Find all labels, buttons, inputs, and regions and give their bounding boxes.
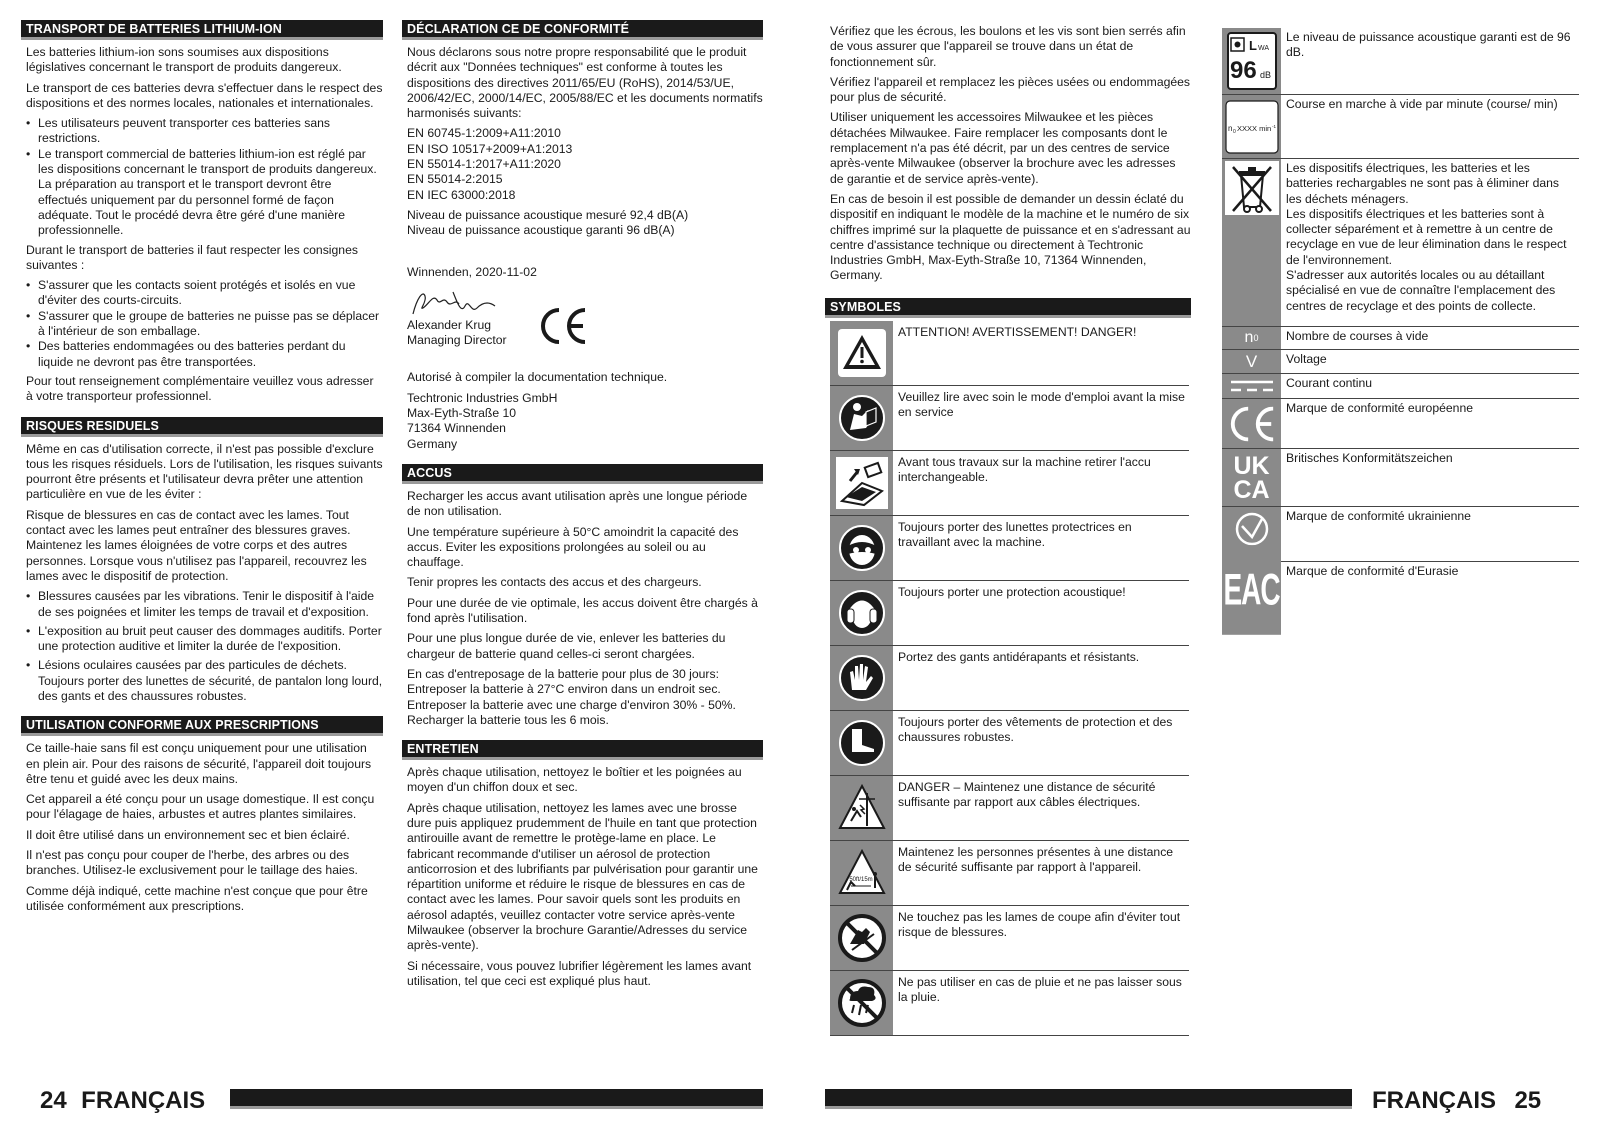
symbol-row [1222, 28, 1579, 95]
n0-icon-label: n [1244, 329, 1254, 346]
right-column-2 [1222, 28, 1579, 618]
paragraph: Pour tout renseignement complémentaire veuillez vous adresser à votre transporteur professionnel. [26, 373, 374, 404]
symbol-row [830, 776, 1189, 841]
goggles-icon [830, 516, 893, 580]
db-unit: dB [1259, 70, 1271, 80]
section-heading-transport: TRANSPORT DE BATTERIES LITHIUM-ION [21, 20, 383, 40]
section-heading-utilisation: UTILISATION CONFORME AUX PRESCRIPTIONS [21, 716, 383, 736]
symbol-row [1222, 562, 1579, 618]
symbol-row [1222, 95, 1579, 159]
warning-icon [830, 321, 893, 385]
eac-icon [1222, 545, 1281, 635]
paragraph: Même en cas d'utilisation correcte, il n'est pas possible d'exclure tous les risques résiduels. Lors de l'utilisation, les risques suivants pourront être présents et l'utilisateur devra prêter une attention particulière en vue de les éviter : [26, 441, 383, 502]
paragraph: Vérifiez que les écrous, les boulons et les vis sont bien serrés afin de vous assurer que l'appareil se trouve dans un état de fonctionnement sûr. [830, 24, 1186, 69]
paragraph: Recharger les accus avant utilisation après une longue période de non utilisation. [407, 488, 748, 519]
symbol-description: Les dispositifs électriques, les batteries et les batteries rechargables ne sont pas à éliminer dans les déchets ménagers. Les dispositifs électriques et les batteries sont à collecter séparément et à remettre à un centre de recyclage en vue de leur élimination dans le respect de l'environnement. S'adresser aux autorités locales ou au détaillant spécialisé en vue de connaître l'emplacement des centres de recyclage et des points de collecte. [1286, 161, 1567, 313]
n0-icon-sub: 0 [1253, 333, 1259, 343]
symbol-description: Toujours porter des vêtements de protection et des chaussures robustes. [898, 714, 1173, 745]
section-heading-symboles: SYMBOLES [825, 298, 1191, 318]
symbol-row [1222, 449, 1579, 507]
no-touch-blade-icon [830, 906, 893, 970]
signature [407, 284, 507, 320]
left-column-2 [402, 20, 763, 994]
no-rain-icon [830, 971, 893, 1035]
symbol-description: Ne touchez pas les lames de coupe afin d'éviter tout risque de blessures. [898, 909, 1181, 940]
symbol-description: Marque de conformité ukrainienne [1286, 509, 1471, 523]
symbol-row [1222, 159, 1579, 327]
lwa-sub-label: WA [1257, 45, 1269, 52]
paragraph: Utiliser uniquement les accessoires Milwaukee et les pièces détachées Milwaukee. Faire remplacer les composants dont le remplacement n'a pas été décrit, par un des centres de service après-vente Milwaukee (observer la brochure avec les adresses de garantie et de service après-vente). [830, 110, 1176, 186]
symbol-row [830, 451, 1189, 516]
section-heading-declaration: DÉCLARATION CE DE CONFORMITÉ [402, 20, 763, 40]
symbol-row [830, 646, 1189, 711]
symbol-description: Courant continu [1286, 376, 1373, 390]
symbol-description: Nombre de courses à vide [1286, 329, 1429, 343]
paragraph: Risque de blessures en cas de contact avec les lames. Tout contact avec les lames peut entraîner des blessures graves. Maintenez les lames éloignées de votre corps et des autres personnes. Lorsque vous n'utilisez pas l'appareil, recouvrez les lames avec le dispositif de protection. [26, 507, 367, 583]
paragraph: Vérifiez l'appareil et remplacez les pièces usées ou endommagées pour plus de sécurité. [830, 74, 1191, 105]
paragraph: En cas de besoin il est possible de demander un dessin éclaté du dispositif en indiquant le modèle de la machine et le numéro de six chiffres imprimé sur la plaquette de puissance et en s'adressant au centre d'assistance technique ou directement à Techtronic Industries GmbH, Max-Eyth-Straße 10, 71364 Winnenden, Germany. [830, 191, 1191, 283]
eac-label: EAC [1223, 564, 1280, 614]
section-heading-accus: ACCUS [402, 464, 763, 484]
paragraph: Une température supérieure à 50°C amoindrit la capacité des accus. Eviter les expositions prolongées au soleil ou au chauffage. [407, 524, 739, 570]
symbol-description: Voltage [1286, 352, 1327, 366]
rate-exponent: -1 [1271, 123, 1276, 129]
list-item: • S'assurer que le groupe de batteries ne puisse pas se déplacer à l'intérieur de son emballage. [26, 309, 383, 340]
n0-label: n [1227, 123, 1232, 133]
page-language: FRANÇAIS [81, 1087, 206, 1114]
ukca-bottom: CA [1233, 475, 1270, 504]
footer-left [40, 1087, 205, 1114]
distance-label: 50ft/15m [848, 876, 873, 883]
direct-current-icon [1222, 374, 1281, 398]
symbol-row [1222, 399, 1579, 449]
symbol-row [830, 321, 1189, 386]
noise-levels: Niveau de puissance acoustique mesuré 92,4 dB(A) Niveau de puissance acoustique garanti 96 dB(A) [407, 207, 689, 238]
symbols-table-2 [1222, 28, 1579, 618]
list-item: • Les utilisateurs peuvent transporter ces batteries sans restrictions. [26, 116, 383, 147]
list-item: • L'exposition au bruit peut causer des dommages auditifs. Porter une protection auditive et limiter la durée de l'exposition. [26, 624, 383, 655]
paragraph: Il doit être utilisé dans un environnement sec et bien éclairé. [26, 827, 350, 842]
standards-list: EN 60745-1:2009+A11:2010 EN ISO 10517+2009+A1:2013 EN 55014-1:2017+A11:2020 EN 55014-2:2015 EN IEC 63000:2018 [407, 126, 573, 202]
symbol-row [1222, 374, 1579, 399]
company-address: Techtronic Industries GmbH Max-Eyth-Straße 10 71364 Winnenden Germany [407, 390, 558, 451]
sound-power-icon [1222, 28, 1281, 94]
symbol-row [830, 906, 1189, 971]
footer-bar-right [825, 1089, 1352, 1109]
paragraph: Tenir propres les contacts des accus et des chargeurs. [407, 575, 702, 590]
symbol-row [1222, 327, 1579, 350]
ear-protection-icon [830, 581, 893, 645]
symbol-description: Britisches Konformitätszeichen [1286, 451, 1453, 465]
paragraph: Si nécessaire, vous pouvez lubrifier légèrement les lames avant utilisation, tel que ceci est expliqué plus haut. [407, 958, 752, 988]
stroke-rate-icon [1222, 95, 1281, 158]
page-number: 24 [40, 1087, 67, 1114]
power-line-icon [830, 776, 893, 840]
section-heading-risques: RISQUES RESIDUELS [21, 417, 383, 437]
right-column-1 [825, 24, 1191, 1036]
section-heading-entretien: ENTRETIEN [402, 740, 763, 760]
voltage-icon-label: V [1245, 351, 1258, 371]
signer-name: Alexander Krug Managing Director [407, 317, 507, 348]
page-language: FRANÇAIS [1372, 1087, 1496, 1114]
list-item: • Blessures causées par les vibrations. Tenir le dispositif à l'aide de ses poignées et limiter les temps de travail et d'exposition. [26, 589, 383, 620]
list-item: • Des batteries endommagées ou des batteries perdant du liquide ne devront pas être transportées. [26, 339, 383, 370]
authorized-text: Autorisé à compiler la documentation technique. [407, 370, 668, 385]
symbol-row [830, 581, 1189, 646]
list-item: • Lésions oculaires causées par des particules de déchets. Toujours porter des lunettes de sécurité, de pantalon long lourd, des gants et des chaussures robustes. [26, 658, 383, 704]
symbols-table [830, 321, 1189, 1036]
symbol-description: Portez des gants antidérapants et résistants. [898, 649, 1140, 664]
read-manual-icon [830, 386, 893, 450]
symbol-description: DANGER – Maintenez une distance de sécurité suffisante par rapport aux câbles électriques. [898, 779, 1156, 810]
paragraph: En cas d'entreposage de la batterie pour plus de 30 jours: Entreposer la batterie à 27°C environ dans un endroit sec. Entreposer la batterie avec une charge d'environ 30% - 50%. Recharger la batterie tous les 6 mois. [407, 666, 736, 727]
symbol-description: Course en marche à vide par minute (course/ min) [1286, 97, 1558, 111]
n0-sub: 0 [1232, 128, 1236, 135]
weee-bin-icon [1222, 159, 1281, 326]
symbol-row [1222, 350, 1579, 374]
paragraph: Après chaque utilisation, nettoyez les lames avec une brosse dure puis appliquez prudemment de l'huile en tant que protection antirouille avant de remettre le protège-lame en place. Le fabricant recommande d'utiliser un aérosol de protection anticorrosion et des lubrifiants par pulvérisation pour garantir une répartition uniforme et réduire le risque de blessures en cas de contact avec les lames. Pour savoir quels sont les produits en aérosol adaptés, veuillez contacter votre service après-vente Milwaukee (observer la brochure Garantie/Adresses du service après-vente). [407, 800, 758, 953]
symbol-description: Maintenez les personnes présentes à une distance de sécurité suffisante par rapport à l'appareil. [898, 844, 1174, 875]
paragraph: Comme déjà indiqué, cette machine n'est conçue que pour être utilisée conformément aux prescriptions. [26, 883, 368, 913]
paragraph: Il n'est pas conçu pour couper de l'herbe, des arbres ou des branches. Utilisez-le exclusivement pour le taillage des haies. [26, 848, 358, 878]
paragraph: Pour une durée de vie optimale, les accus doivent être chargés à fond après l'utilisation. [407, 595, 758, 626]
page-number: 25 [1514, 1087, 1542, 1114]
ukca-top: UK [1233, 451, 1270, 480]
ce-logo-icon [537, 306, 589, 346]
symbol-row [830, 386, 1189, 451]
symbol-row [830, 516, 1189, 581]
symbol-description: Toujours porter une protection acoustique! [898, 584, 1126, 599]
footer-right [1372, 1087, 1541, 1114]
rate-label: XXXX min [1236, 123, 1271, 133]
symbol-description: Ne pas utiliser en cas de pluie et ne pas laisser sous la pluie. [898, 974, 1182, 1005]
boots-icon [830, 711, 893, 775]
symbol-row [830, 971, 1189, 1036]
left-column-1 [21, 20, 383, 919]
place-date: Winnenden, 2020-11-02 [407, 264, 537, 279]
gloves-icon [830, 646, 893, 710]
paragraph: Pour une plus longue durée de vie, enlever les batteries du chargeur de batterie quand celles-ci seront chargées. [407, 631, 726, 661]
symbol-description: Veuillez lire avec soin le mode d'emploi avant la mise en service [898, 389, 1185, 420]
list-item: • S'assurer que les contacts soient protégés et isolés en vue d'éviter des courts-circuits. [26, 278, 383, 309]
symbol-description: Avant tous travaux sur la machine retirer l'accu interchangeable. [898, 454, 1151, 485]
symbol-row [830, 841, 1189, 906]
paragraph: Ce taille-haie sans fil est conçu uniquement pour une utilisation en plein air. Pour des raisons de sécurité, l'appareil doit toujours être tenu et guidé avec les deux mains. [26, 741, 372, 786]
symbol-description: Marque de conformité d'Eurasie [1286, 564, 1459, 578]
signature-block [407, 284, 763, 330]
paragraph: Les batteries lithium-ion sons soumises aux dispositions législatives concernant le transport de produits dangereux. [26, 45, 342, 75]
ce-mark-icon [1222, 399, 1281, 448]
bystander-distance-icon [830, 841, 893, 905]
list-item: • Le transport commercial de batteries lithium-ion est réglé par les dispositions concernant le transport de produits dangereux. La préparation au transport et le transport devront être effectués uniquement par du personnel formé de façon adéquate. Tout le procédé devra être géré d'une manière professionnelle. [26, 147, 383, 239]
paragraph: Cet appareil a été conçu pour un usage domestique. Il est conçu pour l'élagage de haies, arbustes et autres plantes similaires. [26, 792, 375, 822]
footer-bar-left [230, 1089, 763, 1109]
voltage-icon [1222, 350, 1281, 373]
paragraph: Durant le transport de batteries il faut respecter les consignes suivantes : [26, 242, 358, 272]
remove-battery-icon [830, 451, 893, 515]
symbol-row [830, 711, 1189, 776]
lwa-label: L [1248, 38, 1257, 53]
no-load-strokes-icon [1222, 327, 1281, 349]
symbol-description: Toujours porter des lunettes protectrices en travaillant avec la machine. [898, 519, 1132, 550]
symbol-description: ATTENTION! AVERTISSEMENT! DANGER! [898, 324, 1137, 339]
paragraph: Le transport de ces batteries devra s'effectuer dans le respect des dispositions et des normes locales, nationales et internationales. [26, 80, 383, 110]
symbol-description: Le niveau de puissance acoustique garanti est de 96 dB. [1286, 30, 1571, 60]
symbol-description: Marque de conformité européenne [1286, 401, 1473, 415]
ukca-icon [1222, 449, 1281, 506]
paragraph: Nous déclarons sous notre propre responsabilité que le produit décrit aux "Données techniques" est conforme à toutes les dispositions des directives 2011/65/EU (RoHS), 2014/53/UE, 2006/42/EC, 2000/14/EC, 2005/88/EC et les documents normatifs harmonisés suivants: [407, 45, 763, 121]
db-value: 96 [1229, 57, 1257, 84]
paragraph: Après chaque utilisation, nettoyez le boîtier et les poignées au moyen d'un chiffon doux et sec. [407, 765, 742, 795]
